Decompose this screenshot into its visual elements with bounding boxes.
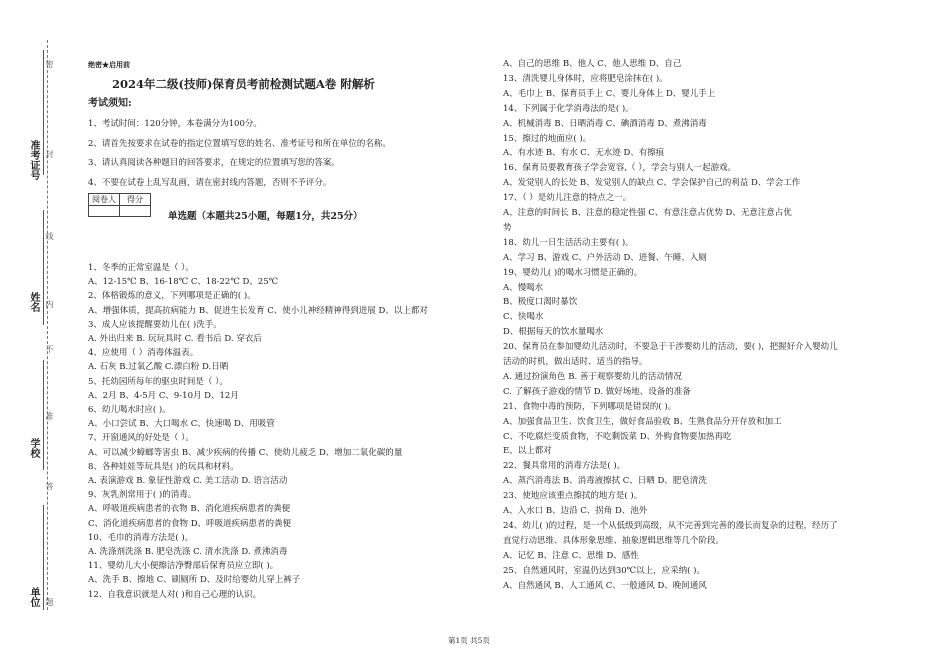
page-title: 2024年二级(技师)保育员考前检测试题A卷 附解析 (112, 77, 375, 91)
secret-mark: 绝密★启用前 (88, 60, 130, 69)
score-cell[interactable] (120, 206, 151, 217)
question-line: C、消化道疾病患者的食物 D、呼吸道疾病患者的粪便 (88, 518, 292, 529)
score-header: 得分 (120, 194, 151, 206)
question-line: 15、擦过的地面应( )。 (503, 133, 592, 144)
question-line: A、毛巾上 B、保育员手上 C、婴儿身体上 D、婴儿手上 (503, 88, 716, 99)
question-line: A、自己的思维 B、他人 C、他人思维 D、自己 (503, 59, 682, 69)
notice-title: 考试须知: (88, 98, 132, 109)
question-line: 22、餐具常用的消毒方法是( )。 (503, 461, 626, 472)
question-line: A、洗手 B、擦地 C、刷厕所 D、及时给婴幼儿穿上裤子 (88, 575, 301, 586)
notice-item: 4、不要在试卷上乱写乱画，请在密封线内答题，否则不予评分。 (88, 178, 332, 188)
question-line: 11、婴幼儿大小便擦洁净臀部后保育员应立即( )。 (88, 561, 279, 572)
question-line: A、机械消毒 B、日晒消毒 C、碘酒消毒 D、煮沸消毒 (503, 118, 707, 129)
question-line: 21、食物中毒的预防，下列哪项是错误的( )。 (503, 401, 677, 412)
binding-mark: 不 (45, 345, 54, 353)
question-line: A、可以减少蟑螂等害虫 B、减少疾病的传播 C、使幼儿疲乏 D、增加二氧化碳的量 (88, 447, 403, 458)
question-line: E、以上都对 (503, 446, 552, 457)
question-line: A、蒸汽消毒法 B、消毒液擦拭 C、日晒 D、肥皂清洗 (503, 476, 707, 487)
question-line: 9、灰乳剂常用于( )的消毒。 (88, 490, 197, 501)
question-line: 2、体格锻炼的意义，下列哪项是正确的( )。 (88, 291, 256, 302)
question-line: C、快喝水 (503, 312, 544, 323)
question-line: 3、成人应该提醒要幼儿在( )洗手。 (88, 319, 222, 330)
score-table (88, 193, 151, 217)
exam-number-label: 准考证号 (28, 140, 39, 180)
question-line: 24、幼儿( )的过程，是一个从低级到高级，从不完善到完善的漫长而复杂的过程，经历了 (503, 520, 838, 531)
unit-label: 单位 (28, 587, 39, 607)
question-line: A. 洗涤剂洗涤 B. 肥皂洗涤 C. 清水洗涤 D. 煮沸消毒 (88, 547, 288, 557)
binding-mark: 答 (45, 482, 54, 490)
question-line: 7、开窗通风的好处是（ ）。 (88, 433, 194, 444)
binding-mark: 题 (45, 598, 54, 606)
question-line: 6、幼儿喝水时应( )。 (88, 405, 171, 415)
question-line: A、慢喝水 (503, 282, 544, 293)
question-line: A、12-15℃ B、16-18℃ C、18-22℃ D、25℃ (88, 277, 279, 288)
binding-mark: 封 (45, 150, 54, 158)
question-line: A. 表演游戏 B. 象征性游戏 C. 美工活动 D. 语言活动 (88, 476, 288, 486)
question-line: A、有水迹 B、有水 C、无水迹 D、有擦痕 (503, 148, 665, 159)
question-line: A、小口尝试 B、大口喝水 C、快速喝 D、用吸管 (88, 419, 275, 430)
question-line: A、学习 B、游戏 C、户外活动 D、进餐、午睡、入厕 (503, 252, 707, 263)
binding-dashed-line (47, 40, 48, 610)
question-line: 23、使地应该重点擦拭的地方是( )。 (503, 491, 643, 502)
question-line: 16、保育员要教育孩子学会宽容,（ ），学会与别人一起游戏。 (503, 163, 736, 174)
question-line: A、发觉别人的长处 B、发觉别人的缺点 C、学会保护自己的利益 D、学会工作 (503, 178, 801, 189)
question-line: C、不吃腐烂变质食物，不吃剩饭菜 D、外购食物要加热再吃 (503, 431, 732, 442)
question-line: A. 外出归来 B. 玩玩具时 C. 看书后 D. 穿衣后 (88, 334, 262, 344)
reviewer-cell[interactable] (89, 206, 120, 217)
question-line: 25、自然通风时，室温仍达到30℃以上，应采纳( )。 (503, 565, 705, 576)
question-line: A、入水口 B、边沿 C、拐角 D、池外 (503, 506, 648, 516)
question-line: 5、托幼园所每年的驱虫时间是（ ）。 (88, 376, 228, 387)
notice-item: 1、考试时间：120分钟，本卷满分为100分。 (88, 119, 262, 129)
question-line: 1、冬季的正常室温是（ ）。 (88, 263, 194, 273)
section-title: 单选题（本题共25小题，每题1分，共25分） (168, 211, 363, 222)
notice-item: 2、请首先按要求在试卷的指定位置填写您的姓名、准考证号和所在单位的名称。 (88, 139, 391, 149)
question-line: A. 通过扮演角色 B. 善于观察婴幼儿的活动情况 (503, 371, 682, 382)
page-footer: 第1页 共5页 (448, 636, 490, 645)
question-line: A、记忆 B、注意 C、思维 D、感性 (503, 550, 639, 561)
question-line: B、极度口渴时暴饮 (503, 297, 578, 308)
question-line: 13、清洗婴儿身体时，应将肥皂涂抹在( )。 (503, 73, 668, 84)
question-line: 14、下列属于化学消毒法的是( )。 (503, 103, 634, 114)
binding-mark: 线 (45, 232, 54, 240)
school-label: 学校 (28, 438, 39, 458)
question-line: 4、应使用（ ）消毒体温表。 (88, 348, 199, 359)
reviewer-header: 阅卷人 (89, 194, 120, 206)
name-label: 姓名 (28, 292, 39, 312)
binding-mark: 内 (45, 300, 54, 308)
question-line: A、2月 B、4-5月 C、9-10月 D、12月 (88, 390, 239, 401)
question-line: 8、各种娃娃等玩具是( )的玩具和材料。 (88, 461, 239, 472)
question-line: 20、保育员在参加婴幼儿活动时，不要急于干涉婴幼儿的活动，要( )，把握好介入婴幼儿 (503, 342, 838, 353)
question-line: A、增强体质，提高抗病能力 B、促进生长发育 C、使小儿神经精神得到进展 D、以上都对 (88, 305, 428, 316)
question-line: D、根据每天的饮水量喝水 (503, 327, 604, 338)
unit-blank[interactable] (43, 505, 44, 610)
question-line: A、呼吸道疾病患者的衣物 B、消化道疾病患者的粪便 (88, 504, 291, 515)
question-line: 势 (503, 222, 512, 233)
question-line: A、注意的时间长 B、注意的稳定性强 C、有意注意占优势 D、无意注意占优 (503, 208, 792, 218)
binding-mark: 准 (45, 412, 54, 420)
binding-mark: 密 (45, 60, 54, 68)
question-line: A、加强食品卫生、饮食卫生，做好食品验收 B、生熟食品分开存放和加工 (503, 416, 782, 427)
question-line: 10、毛巾的消毒方法是( )。 (88, 532, 194, 543)
notice-item: 3、请认真阅读各种题目的回答要求，在规定的位置填写您的答案。 (88, 158, 340, 168)
question-line: C. 了解孩子游戏的情节 D. 做好场地、设备的准备 (503, 386, 691, 397)
question-line: 活动的时机，做出适时、适当的指导。 (503, 357, 648, 367)
question-line: 17、（ ）是幼儿注意的特点之一。 (503, 193, 632, 204)
question-line: A. 石灰 B.过氧乙酸 C.漂白粉 D.日晒 (88, 362, 229, 373)
question-line: 19、婴幼儿( )的喝水习惯是正确的。 (503, 267, 643, 278)
question-line: 12、自我意识就是人对( )和自己心理的认识。 (88, 589, 262, 600)
question-line: 直觉行动思维、具体形象思维、抽象逻辑思维等几个阶段。 (503, 535, 725, 546)
question-line: 18、幼儿一日生活活动主要有( )。 (503, 237, 634, 248)
question-line: A、自然通风 B、人工通风 C、一般通风 D、晚间通风 (503, 580, 707, 591)
